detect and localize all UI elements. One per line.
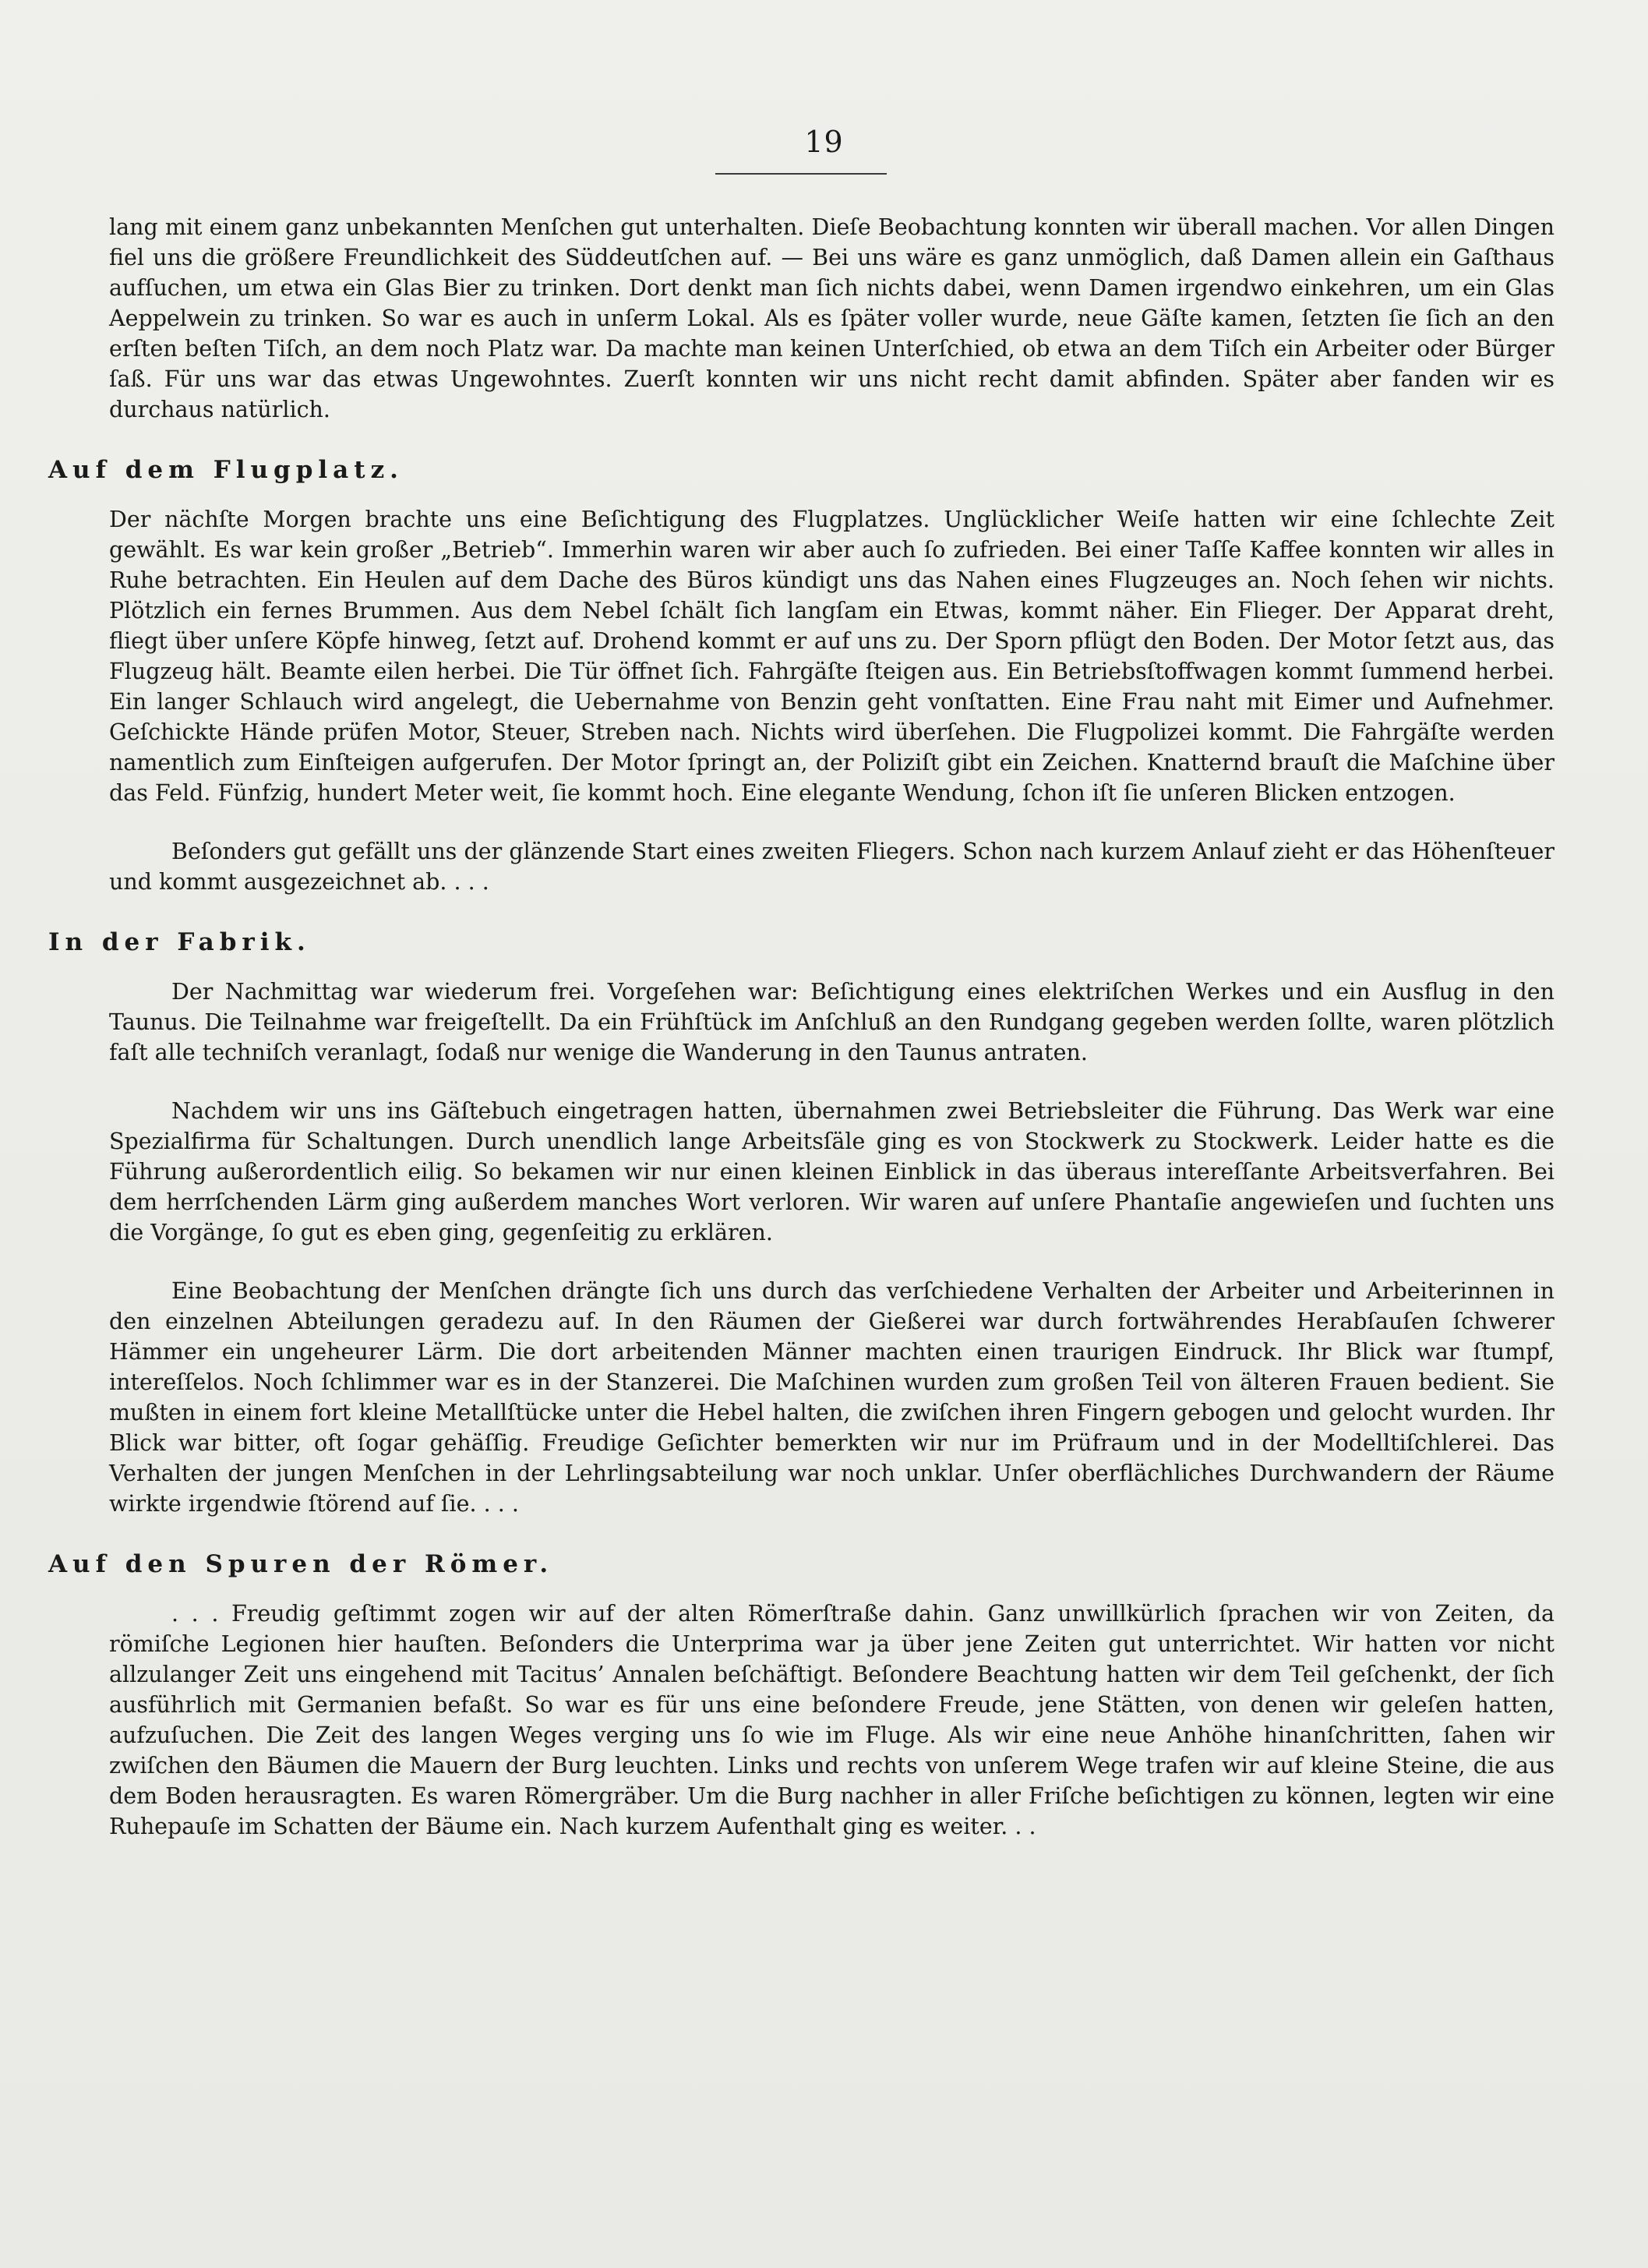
section-heading-fabrik: In der Fabrik.: [48, 928, 311, 956]
section-heading-flugplatz: Auf dem Flugplatz.: [48, 456, 404, 484]
spacer: [109, 425, 1554, 454]
intro-paragraph: lang mit einem ganz unbekannten Menſchen gut unterhalten. Dieſe Beobachtung konnten wir überall machen. Vor allen Dingen fiel uns die größere Freundlichkeit des Süddeutſchen auf. — Bei uns wäre es ganz unmöglich, daß Damen allein ein Gaſthaus aufſuchen, um etwa ein Glas Bier zu trinken. Dort denkt man ſich nichts dabei, wenn Damen irgendwo einkehren, um ein Glas Aeppelwein zu trinken. So war es auch in unſerm Lokal. Als es ſpäter voller wurde, neue Gäſte kamen, ſetzten ſie ſich an den erſten beſten Tiſch, an dem noch Platz war. Da machte man keinen Unterſchied, ob etwa an dem Tiſch ein Arbeiter oder Bürger ſaß. Für uns war das etwas Ungewohntes. Zuerſt konnten wir uns nicht recht damit abfinden. Später aber fanden wir es durchaus natürlich.: [109, 214, 1554, 422]
fabrik-paragraph-1: Der Nachmittag war wiederum frei. Vorgeſehen war: Beſichtigung eines elektriſchen Werkes und ein Ausflug in den Taunus. Die Teilnahme war freigeſtellt. Da ein Frühſtück im Anſchluß an den Rundgang gegeben werden ſollte, waren plötzlich faſt alle techniſch veranlagt, ſodaß nur wenige die Wanderung in den Taunus antraten.: [109, 979, 1554, 1065]
spacer: [109, 486, 1554, 504]
flugplatz-paragraph-1: Der nächſte Morgen brachte uns eine Beſichtigung des Flugplatzes. Unglücklicher Weiſe hatten wir eine ſchlechte Zeit gewählt. Es war kein großer „Betrieb“. Immerhin waren wir aber auch ſo zufrieden. Bei einer Taſſe Kaffee konnten wir alles in Ruhe betrachten. Ein Heulen auf dem Dache des Büros kündigt uns das Nahen eines Flugzeuges an. Noch ſehen wir nichts. Plötzlich ein fernes Brummen. Aus dem Nebel ſchält ſich langſam ein Etwas, kommt näher. Ein Flieger. Der Apparat dreht, fliegt über unſere Köpfe hinweg, ſetzt auf. Drohend kommt er auf uns zu. Der Sporn pflügt den Boden. Der Motor ſetzt aus, das Flugzeug hält. Beamte eilen herbei. Die Tür öffnet ſich. Fahrgäſte ſteigen aus. Ein Betriebsſtoffwagen kommt ſummend herbei. Ein langer Schlauch wird angelegt, die Uebernahme von Benzin geht vonſtatten. Eine Frau naht mit Eimer und Aufnehmer. Geſchickte Hände prüfen Motor, Steuer, Streben nach. Nichts wird überſehen. Die Flugpolizei kommt. Die Fahrgäſte werden namentlich zum Einſteigen aufgerufen. Der Motor ſpringt an, der Poliziſt gibt ein Zeichen. Knatternd brauſt die Maſchine über das Feld. Fünfzig, hundert Meter weit, ſie kommt hoch. Eine elegante Wendung, ſchon iſt ſie unſeren Blicken entzogen.: [109, 507, 1554, 806]
spacer: [109, 1519, 1554, 1549]
spacer: [109, 897, 1554, 927]
flugplatz-paragraph-2: Beſonders gut gefällt uns der glänzende Start eines zweiten Fliegers. Schon nach kurzem Anlauf zieht er das Höhenſteuer und kommt ausgezeichnet ab. . . .: [109, 839, 1554, 895]
fabrik-paragraph-2: Nachdem wir uns ins Gäſtebuch eingetragen hatten, übernahmen zwei Betriebsleiter die Führung. Das Werk war eine Spezialfirma für Schaltungen. Durch unendlich lange Arbeitsſäle ging es von Stockwerk zu Stockwerk. Leider hatte es die Führung außerordentlich eilig. So bekamen wir nur einen kleinen Einblick in das überaus intereſſante Arbeitsverfahren. Bei dem herrſchenden Lärm ging außerdem manches Wort verloren. Wir waren auf unſere Phantaſie angewieſen und ſuchten uns die Vorgänge, ſo gut es eben ging, gegenſeitig zu erklären.: [109, 1098, 1554, 1245]
section-heading-roemer: Auf den Spuren der Römer.: [48, 1550, 554, 1578]
spacer: [109, 1248, 1554, 1276]
spacer: [109, 958, 1554, 977]
page-number: 19: [804, 125, 844, 159]
page-number-rule: [715, 173, 887, 175]
page-body: [48, 212, 1554, 1842]
fabrik-paragraph-3: Eine Beobachtung der Menſchen drängte ſich uns durch das verſchiedene Verhalten der Arbeiter und Arbeiterinnen in den einzelnen Abteilungen geradezu auf. In den Räumen der Gießerei war durch fortwährendes Herabſauſen ſchwerer Hämmer ein ungeheurer Lärm. Die dort arbeitenden Männer machten einen traurigen Eindruck. Ihr Blick war ſtumpf, intereſſelos. Noch ſchlimmer war es in der Stanzerei. Die Maſchinen wurden zum großen Teil von älteren Frauen bedient. Sie mußten in einem fort kleine Metallſtücke unter die Hebel halten, die zwiſchen ihren Fingern gebogen und gelocht wurden. Ihr Blick war bitter, oft ſogar gehäſſig. Freudige Geſichter bemerkten wir nur im Prüfraum und in der Modelltiſchlerei. Das Verhalten der jungen Menſchen in der Lehrlingsabteilung war noch unklar. Unſer oberflächliches Durchwandern der Räume wirkte irgendwie ſtörend auf ſie. . . .: [109, 1278, 1554, 1517]
spacer: [109, 808, 1554, 836]
spacer: [109, 1068, 1554, 1096]
roemer-paragraph-1: . . . Freudig geſtimmt zogen wir auf der alten Römerſtraße dahin. Ganz unwillkürlich ſprachen wir von Zeiten, da römiſche Legionen hier hauſten. Beſonders die Unterprima war ja über jene Zeiten gut unterrichtet. Wir hatten vor nicht allzulanger Zeit uns eingehend mit Tacitus’ Annalen beſchäftigt. Beſondere Beachtung hatten wir dem Teil geſchenkt, der ſich ausführlich mit Germanien befaßt. So war es für uns eine beſondere Freude, jene Stätten, von denen wir geleſen hatten, aufzuſuchen. Die Zeit des langen Weges verging uns ſo wie im Fluge. Als wir eine neue Anhöhe hinanſchritten, ſahen wir zwiſchen den Bäumen die Mauern der Burg leuchten. Links und rechts von unſerem Wege trafen wir auf kleine Steine, die aus dem Boden herausragten. Es waren Römergräber. Um die Burg nachher in aller Friſche beſichtigen zu können, legten wir eine Ruhepauſe im Schatten der Bäume ein. Nach kurzem Aufenthalt ging es weiter. . .: [109, 1601, 1554, 1839]
spacer: [109, 1580, 1554, 1599]
